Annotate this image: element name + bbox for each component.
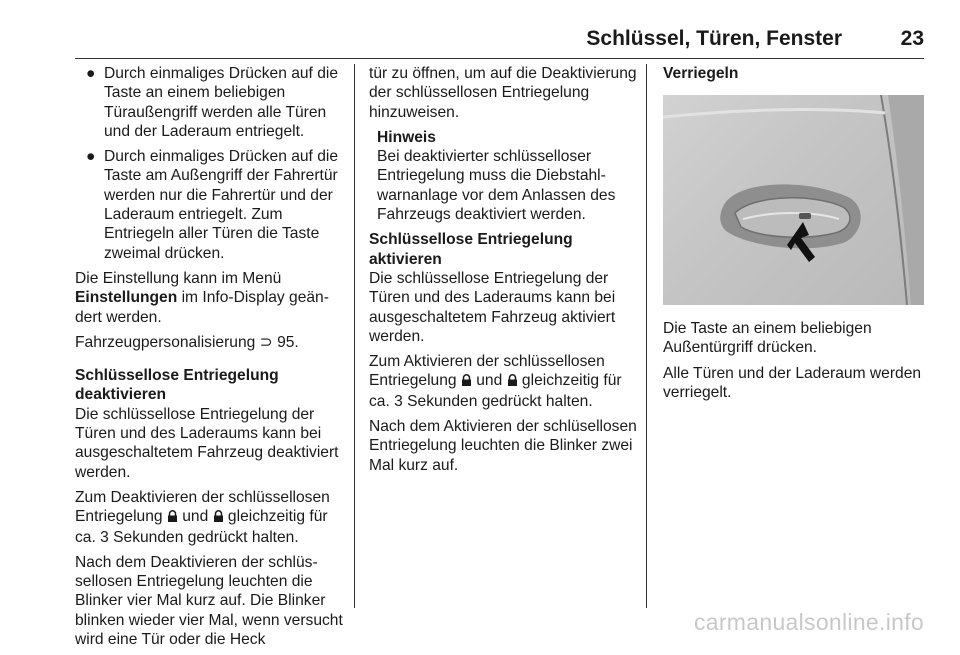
text: Die Einstellung kann im Menü: [75, 269, 282, 287]
column-right: [663, 64, 925, 83]
paragraph: Nach dem Deaktivieren der schlüssellosen Entriegelung leuchten die Blinker vier Mal kurz auf. Die Blinker blinken wieder vier Mal, wenn versucht wird eine Tür oder die Heck: [75, 553, 343, 649]
paragraph: Die schlüssellose Entriegelung der Türen und des Laderaums kann bei ausgeschaltetem Fahrzeug deaktiviert werden.: [75, 405, 339, 481]
column-middle: [369, 64, 639, 481]
bullet-icon: ●: [86, 148, 96, 166]
section-heading: Verriegeln: [663, 65, 739, 82]
section-heading: Schlüssellose Entriegelung deaktivieren: [75, 367, 279, 404]
note-title: Hinweis: [377, 128, 436, 146]
column-divider: [354, 64, 355, 608]
menu-name: Einstellungen: [75, 289, 178, 307]
lock-icon: [213, 508, 224, 527]
bullet-icon: ●: [86, 65, 96, 82]
reference-arrow-icon: ⊃: [259, 333, 273, 351]
paragraph: Die schlüssellose Entriegelung der Türen und des Laderaums kann bei ausgeschaltetem Fahrzeug aktiviert werden.: [369, 269, 616, 345]
paragraph: [369, 352, 639, 411]
text: im Info-Display geändert werden.: [75, 289, 329, 326]
text: gleichzeitig für ca. 3 Sekunden gedrückt halten.: [75, 508, 328, 546]
paragraph: Die Taste an einem beliebigen Außentürgriff drücken.: [663, 320, 872, 357]
text: und: [177, 508, 213, 526]
section-heading: Schlüssellose Entriegelung aktivieren: [369, 231, 573, 268]
page-number: 23: [900, 27, 924, 50]
text: und: [471, 372, 507, 390]
paragraph: Fahrzeugpersonalisierung ⊃ 95.: [75, 333, 299, 351]
reference-link[interactable]: 95: [277, 333, 295, 351]
text: Fahrzeugpersonalisierung: [75, 333, 260, 351]
paragraph: tür zu öffnen, um auf die Deaktivierung der schlüssellosen Entriegelung hinzuweisen.: [369, 65, 637, 121]
paragraph: [75, 269, 347, 327]
door-handle-photo: [663, 95, 924, 305]
note-text: Bei deaktivierter schlüsselloser Entriegelung muss die Diebstahlwarnanlage vor dem Anlassen des Fahrzeugs deaktiviert werden.: [377, 148, 616, 224]
lock-icon: [167, 508, 178, 527]
note-box: [369, 128, 639, 224]
list-item-text: Durch einmaliges Drücken auf die Taste an einem beliebigen Türaußengriff werden alle Türen und der Laderaum entriegelt.: [104, 65, 339, 140]
header-divider: [75, 58, 924, 59]
text: Zum Deaktivieren der schlüssellosen Entriegelung: [75, 488, 330, 526]
list-item-text: Durch einmaliges Drücken auf die Taste am Außengriff der Fahrertür werden nur die Fahrertür und der Laderaum entriegelt. Zum Entriegeln aller Türen die Taste zweimal drücken.: [104, 148, 339, 262]
list-item: [75, 64, 347, 141]
text: gleichzeitig für ca. 3 Sekunden gedrückt halten.: [369, 372, 622, 410]
paragraph: [75, 488, 347, 547]
paragraph: Nach dem Aktivieren der schlüsellosen Entriegelung leuchten die Blinker zwei Mal kurz auf.: [369, 418, 637, 474]
column-divider: [646, 64, 647, 608]
watermark: carmanualsonline.info: [693, 609, 924, 635]
list-item: [75, 147, 347, 263]
section-title: Schlüssel, Türen, Fenster: [586, 27, 842, 50]
paragraph: Alle Türen und der Laderaum werden verriegelt.: [663, 364, 922, 401]
column-right-text: [663, 319, 925, 408]
text: Zum Aktivieren der schlüssellosen Entriegelung: [369, 353, 605, 390]
lock-icon: [461, 372, 472, 391]
lock-icon: [507, 372, 518, 391]
column-left: [75, 64, 347, 655]
